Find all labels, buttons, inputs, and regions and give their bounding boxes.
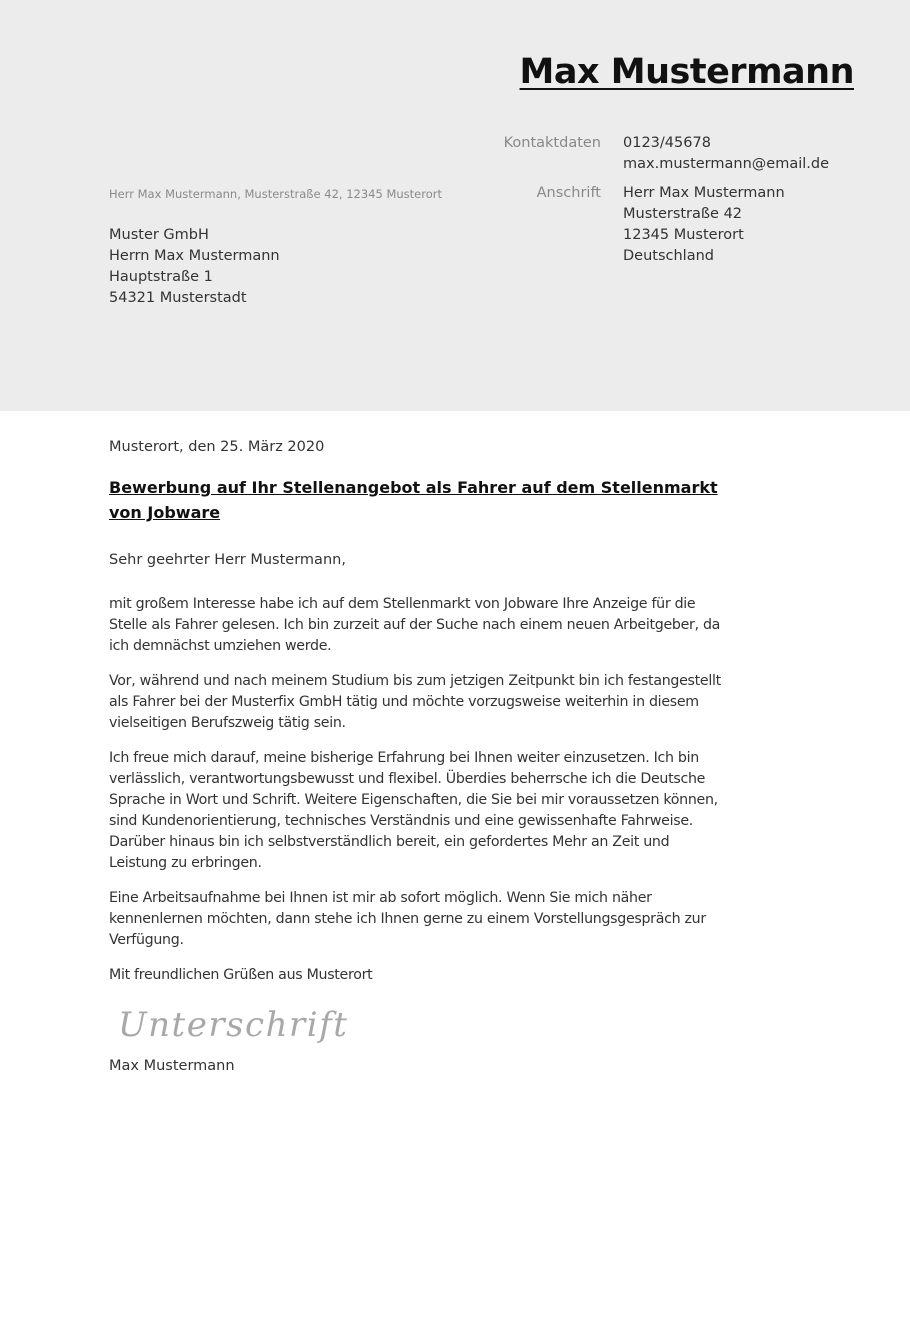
address-line: 12345 Musterort (623, 227, 744, 243)
body-paragraph: Eine Arbeitsaufnahme bei Ihnen ist mir ab sofort möglich. Wenn Sie mich näher kennenlernen möchten, dann stehe ich Ihnen gerne zu einem Vorstellungsgespräch zur Verfügung. (109, 890, 706, 948)
applicant-name: Max Mustermann (519, 52, 854, 92)
recipient-line: Herrn Max Mustermann (109, 248, 280, 264)
contact-details (623, 133, 829, 175)
applicant-address (623, 183, 785, 267)
letter-body (109, 594, 721, 1000)
body-paragraph: Ich freue mich darauf, meine bisherige Erfahrung bei Ihnen weiter einzusetzen. Ich bin verlässlich, verantwortungsbewusst und flexibel. Überdies beherrsche ich die Deutsche Sprache in Wort und Schrift. Weitere Eigenschaften, die Sie bei mir voraussetzen können, sind Kundenorientierung, technisches Verständnis und eine gewissenhafte Fahrweise. Darüber hinaus bin ich selbstverständlich bereit, ein gefordertes Mehr an Zeit und Leistung zu erbringen. (109, 750, 718, 871)
recipient-line: Hauptstraße 1 (109, 269, 213, 285)
letter-subject: Bewerbung auf Ihr Stellenangebot als Fahrer auf dem Stellenmarkt von Jobware (109, 478, 718, 522)
address-line: Deutschland (623, 248, 714, 264)
contact-label: Kontaktdaten (503, 135, 601, 151)
body-paragraph: mit großem Interesse habe ich auf dem Stellenmarkt von Jobware Ihre Anzeige für die Stelle als Fahrer gelesen. Ich bin zurzeit auf der Suche nach einem neuen Arbeitgeber, da ich demnächst umziehen werde. (109, 596, 721, 654)
recipient-line: Muster GmbH (109, 227, 209, 243)
signature: Unterschrift (118, 1005, 349, 1045)
address-line: Musterstraße 42 (623, 206, 743, 222)
recipient-address (109, 225, 280, 309)
salutation: Sehr geehrter Herr Mustermann, (109, 552, 346, 568)
phone-number: 0123/45678 (623, 135, 711, 151)
sender-return-line: Herr Max Mustermann, Musterstraße 42, 12345 Musterort (109, 187, 442, 201)
email-address[interactable]: max.mustermann@email.de (623, 156, 829, 172)
recipient-line: 54321 Musterstadt (109, 290, 247, 306)
letter-date: Musterort, den 25. März 2020 (109, 439, 325, 455)
signed-name: Max Mustermann (109, 1058, 235, 1074)
closing: Mit freundlichen Grüßen aus Musterort (109, 967, 373, 983)
address-line: Herr Max Mustermann (623, 185, 785, 201)
body-paragraph: Vor, während und nach meinem Studium bis zum jetzigen Zeitpunkt bin ich festangestellt als Fahrer bei der Musterfix GmbH tätig und möchte vorzugsweise weiterhin in diesem vielseitigen Berufszweig tätig sein. (109, 673, 721, 731)
address-label: Anschrift (536, 185, 601, 201)
